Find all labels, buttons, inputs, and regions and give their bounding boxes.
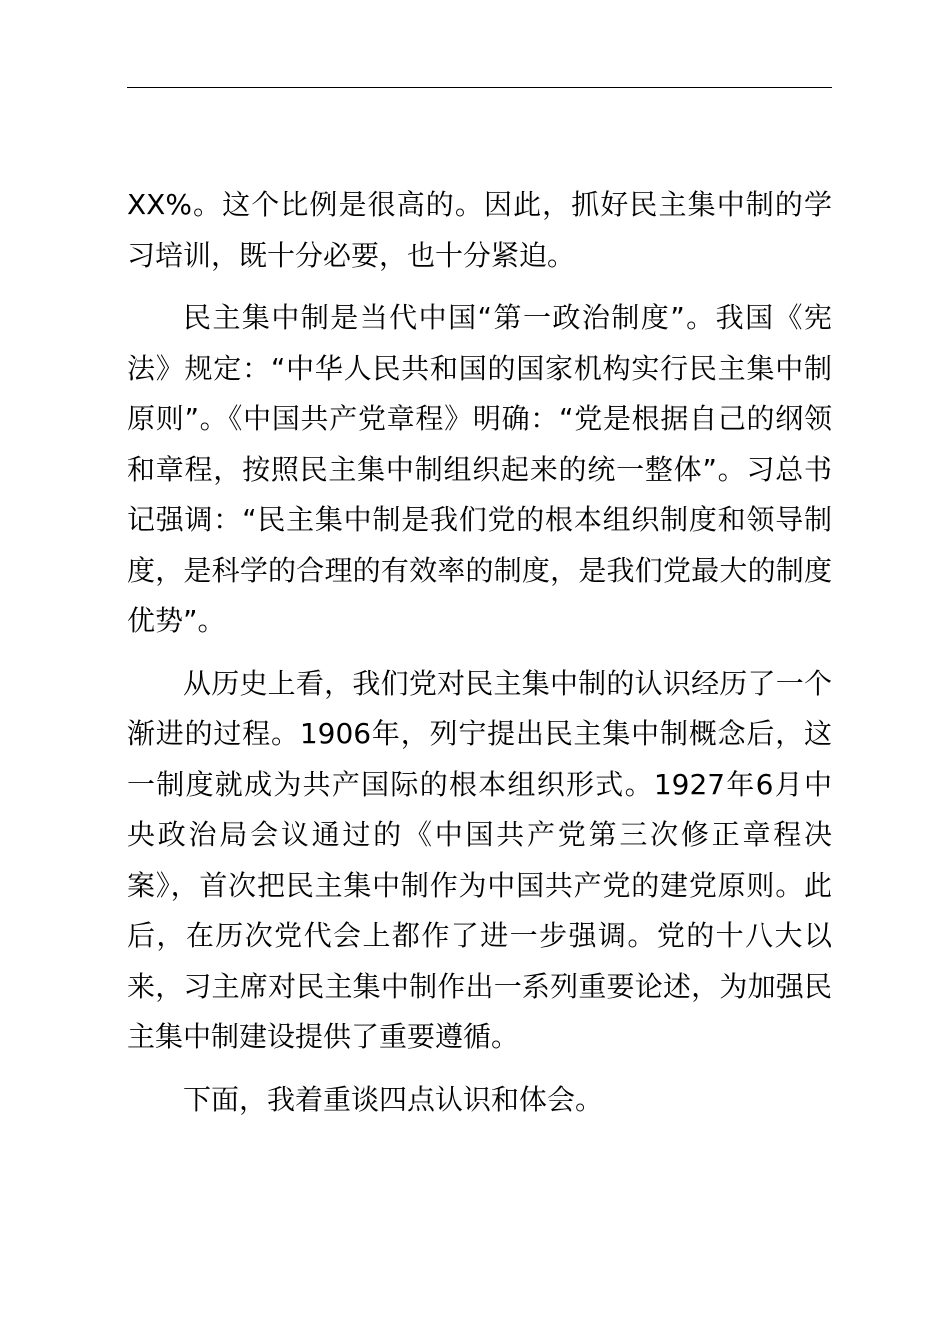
paragraph-history: 从历史上看，我们党对民主集中制的认识经历了一个渐进的过程。1906年，列宁提出民主集中制概念后，这一制度就成为共产国际的根本组织形式。1927年6月中央政治局会议通过的《中国共产党第三次修正章程决案》，首次把民主集中制作为中国共产党的建党原则。此后，在历次党代会上都作了进一步强调。党的十八大以来，习主席对民主集中制作出一系列重要论述，为加强民主集中制建设提供了重要遵循。 — [127, 666, 832, 1053]
paragraph-outline: 下面，我着重谈四点认识和体会。 — [183, 1082, 604, 1116]
paragraph-continuation: XX%。这个比例是很高的。因此，抓好民主集中制的学习培训，既十分必要，也十分紧迫。 — [127, 188, 832, 272]
header-rule — [127, 87, 832, 88]
paragraph-democratic-centralism-definition: 民主集中制是当代中国“第一政治制度”。我国《宪法》规定：“中华人民共和国的国家机构实行民主集中制原则”。《中国共产党章程》明确：“党是根据自己的纲领和章程，按照民主集中制组织起来的统一整体”。习总书记强调：“民主集中制是我们党的根本组织制度和领导制度，是科学的合理的有效率的制度，是我们党最大的制度优势”。 — [127, 301, 832, 637]
document-body — [127, 180, 832, 1137]
